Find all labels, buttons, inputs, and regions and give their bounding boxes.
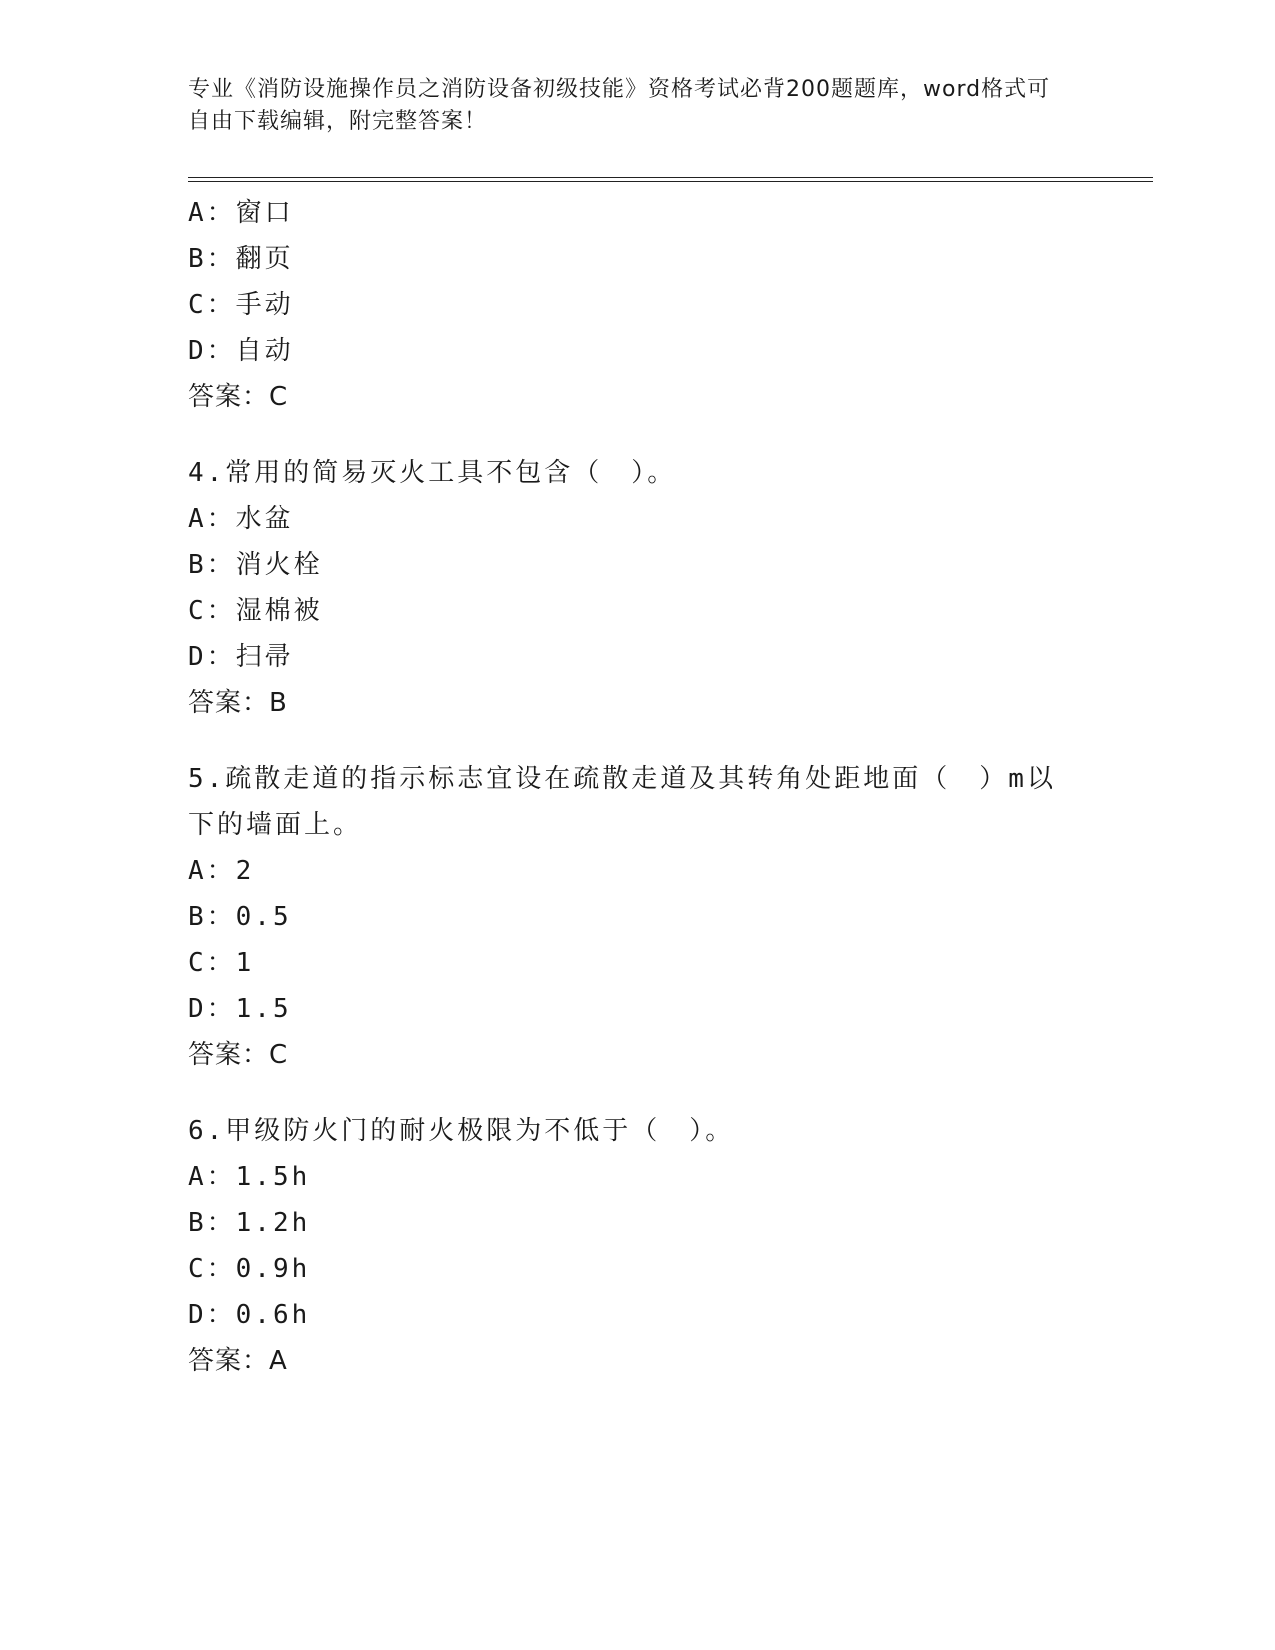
option-d: D：扫帚 [188, 642, 294, 672]
option-b: B：0.5 [188, 902, 292, 932]
option-b: B：1.2h [188, 1208, 311, 1238]
option-a: A：1.5h [188, 1162, 311, 1192]
answer-line: 答案：C [188, 1040, 289, 1070]
answer-line: 答案：A [188, 1346, 288, 1376]
answer-line: 答案：C [188, 382, 289, 412]
option-b: B：消火栓 [188, 550, 323, 580]
answer-line: 答案：B [188, 688, 288, 718]
question-block-3-continued [188, 190, 1128, 420]
document-header: 专业《消防设施操作员之消防设备初级技能》资格考试必背200题题库，word格式可自由下载编辑，附完整答案！ [188, 77, 1051, 134]
option-d: D：1.5 [188, 994, 292, 1024]
question-text: 4.常用的简易灭火工具不包含（ ）。 [188, 458, 677, 488]
question-block-4 [188, 450, 1128, 726]
option-a: A：窗口 [188, 198, 294, 228]
option-c: C：手动 [188, 290, 294, 320]
question-block-5 [188, 756, 1128, 1078]
header-rule-thick [188, 181, 1153, 182]
option-d: D：自动 [188, 336, 294, 366]
option-c: C：1 [188, 948, 255, 978]
header-rule-thin [188, 177, 1153, 178]
option-d: D：0.6h [188, 1300, 311, 1330]
option-c: C：0.9h [188, 1254, 311, 1284]
question-text: 6.甲级防火门的耐火极限为不低于（ ）。 [188, 1116, 735, 1146]
question-block-6 [188, 1108, 1128, 1384]
option-a: A：水盆 [188, 504, 294, 534]
option-c: C：湿棉被 [188, 596, 323, 626]
option-b: B：翻页 [188, 244, 294, 274]
question-text: 5.疏散走道的指示标志宜设在疏散走道及其转角处距地面（ ）m以下的墙面上。 [188, 764, 1056, 840]
option-a: A：2 [188, 856, 255, 886]
question-list [188, 190, 1128, 1384]
